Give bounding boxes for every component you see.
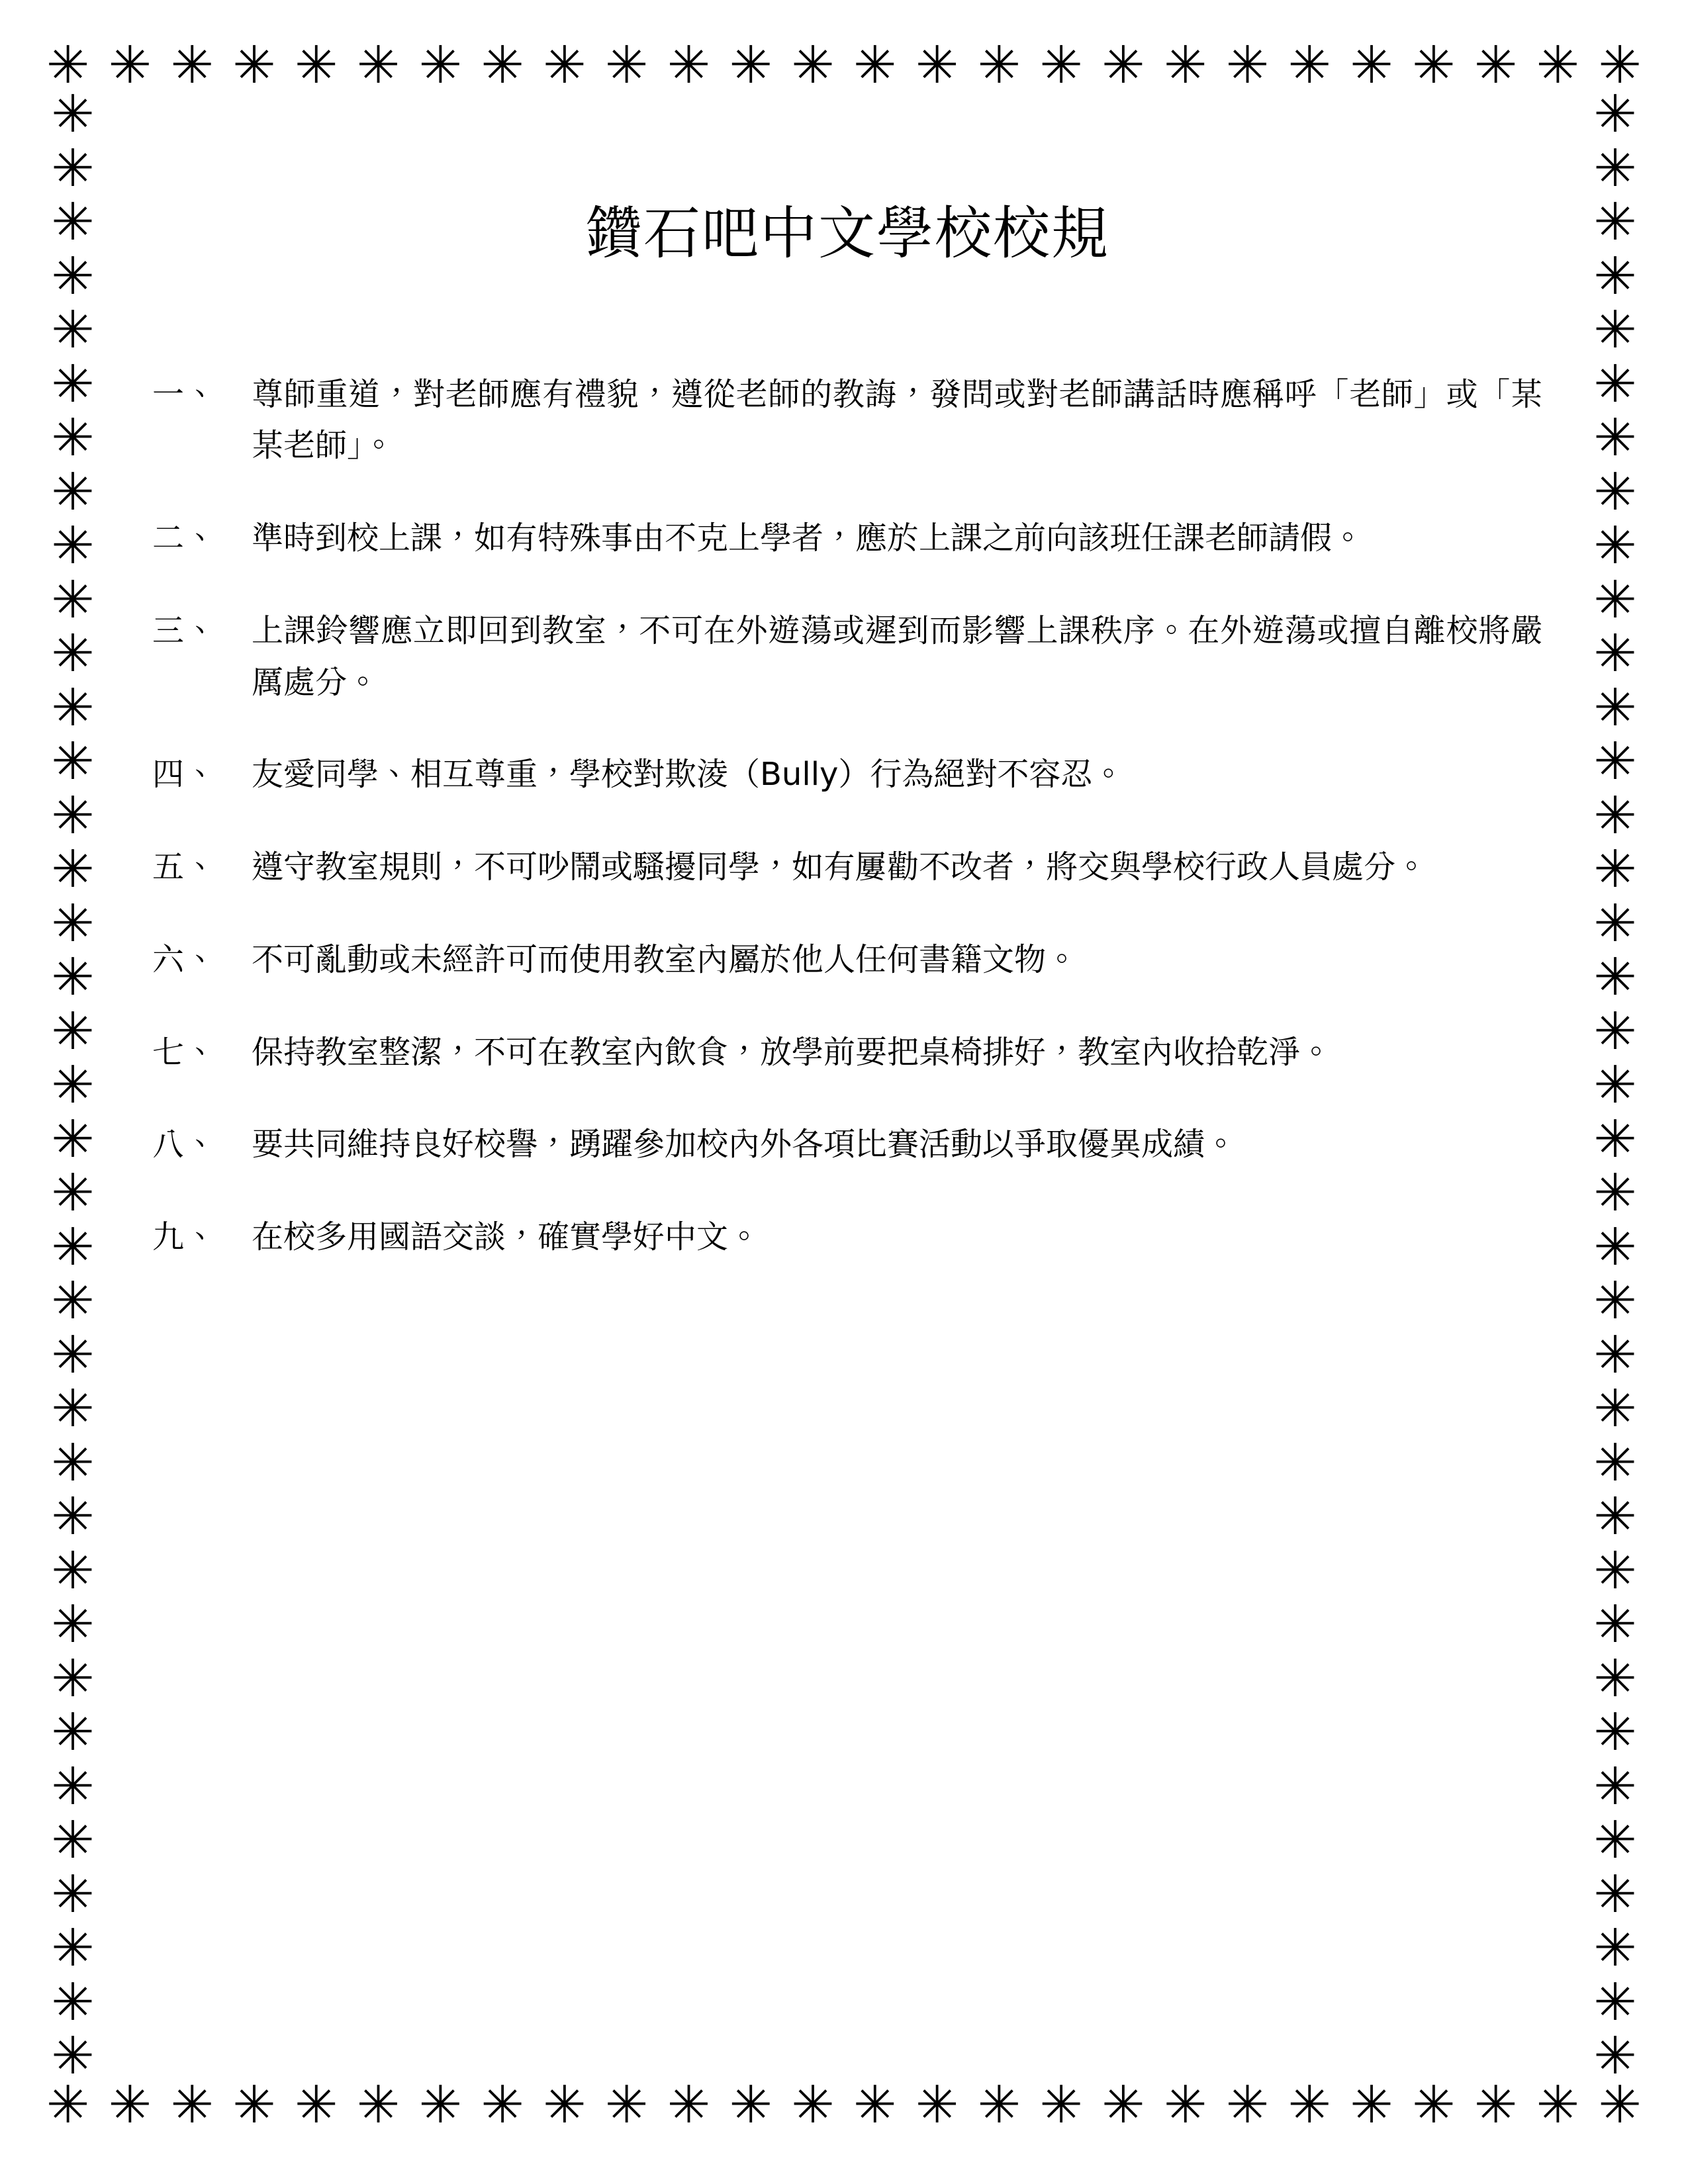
- flower-icon: ✳: [295, 2075, 338, 2135]
- flower-icon: ✳: [1593, 354, 1637, 414]
- flower-icon: ✳: [1102, 2075, 1145, 2135]
- border-row-bottom: [46, 2075, 1642, 2135]
- flower-icon: ✳: [1593, 1379, 1637, 1439]
- flower-icon: ✳: [1593, 1487, 1637, 1547]
- flower-icon: ✳: [356, 2075, 400, 2135]
- flower-icon: ✳: [1536, 2075, 1580, 2135]
- flower-icon: ✳: [481, 36, 524, 95]
- flower-icon: ✳: [51, 624, 95, 684]
- flower-icon: ✳: [543, 36, 586, 95]
- flower-icon: ✳: [1593, 1595, 1637, 1655]
- flower-icon: ✳: [108, 2075, 152, 2135]
- flower-icon: ✳: [170, 36, 214, 95]
- flower-icon: ✳: [1593, 893, 1637, 954]
- flower-icon: ✳: [1593, 1972, 1637, 2032]
- flower-icon: ✳: [51, 138, 95, 199]
- flower-icon: ✳: [232, 36, 276, 95]
- flower-icon: ✳: [51, 1433, 95, 1493]
- flower-icon: ✳: [51, 1001, 95, 1062]
- flower-icon: ✳: [51, 85, 95, 144]
- flower-icon: ✳: [1350, 36, 1393, 95]
- flower-icon: ✳: [356, 36, 400, 95]
- flower-icon: ✳: [51, 354, 95, 414]
- flower-icon: ✳: [51, 516, 95, 576]
- flower-icon: ✳: [1593, 678, 1637, 738]
- flower-icon: ✳: [1102, 36, 1145, 95]
- flower-icon: ✳: [1593, 408, 1637, 468]
- flower-icon: ✳: [977, 36, 1021, 95]
- flower-icon: ✳: [1593, 1649, 1637, 1709]
- flower-icon: ✳: [51, 1271, 95, 1331]
- flower-icon: ✳: [667, 2075, 711, 2135]
- rule-number: 七、: [152, 1033, 218, 1071]
- flower-icon: ✳: [51, 300, 95, 360]
- flower-icon: ✳: [108, 36, 152, 95]
- flower-icon: ✳: [977, 2075, 1021, 2135]
- rule-number: 九、: [152, 1218, 218, 1255]
- border-column-left: [46, 85, 99, 2086]
- flower-icon: ✳: [1474, 36, 1518, 95]
- flower-icon: ✳: [1164, 36, 1207, 95]
- flower-icon: ✳: [1593, 1325, 1637, 1385]
- flower-icon: ✳: [1593, 300, 1637, 360]
- flower-icon: ✳: [51, 732, 95, 792]
- flower-icon: ✳: [1350, 2075, 1393, 2135]
- flower-icon: ✳: [51, 1217, 95, 1277]
- flower-icon: ✳: [51, 408, 95, 468]
- flower-icon: ✳: [1225, 2075, 1270, 2135]
- flower-icon: ✳: [51, 1379, 95, 1439]
- flower-icon: ✳: [51, 1056, 95, 1115]
- flower-icon: ✳: [1593, 840, 1637, 899]
- flower-icon: ✳: [1593, 193, 1637, 252]
- rule-number: 三、: [152, 612, 218, 649]
- document-content: [152, 199, 1542, 1304]
- flower-icon: ✳: [1593, 1001, 1637, 1062]
- flower-icon: ✳: [51, 246, 95, 306]
- flower-icon: ✳: [1593, 1433, 1637, 1493]
- flower-icon: ✳: [1593, 1163, 1637, 1223]
- flower-icon: ✳: [51, 1703, 95, 1762]
- flower-icon: ✳: [1593, 246, 1637, 306]
- rule-number: 四、: [152, 756, 218, 794]
- flower-icon: ✳: [791, 2075, 835, 2135]
- page-title: 鑽石吧中文學校校規: [585, 201, 1109, 267]
- flower-icon: ✳: [543, 2075, 586, 2135]
- flower-icon: ✳: [915, 36, 959, 95]
- rule-item: [152, 749, 1542, 801]
- border-column-right: [1589, 85, 1642, 2086]
- flower-icon: ✳: [51, 948, 95, 1007]
- rule-item: [152, 842, 1542, 893]
- flower-icon: ✳: [51, 570, 95, 630]
- flower-icon: ✳: [1593, 1919, 1637, 1978]
- flower-icon: ✳: [46, 36, 90, 95]
- flower-icon: ✳: [853, 2075, 897, 2135]
- rule-number: 六、: [152, 940, 218, 978]
- rule-number: 八、: [152, 1126, 218, 1163]
- flower-icon: ✳: [51, 840, 95, 899]
- flower-icon: ✳: [51, 786, 95, 846]
- flower-icon: ✳: [1593, 2026, 1637, 2086]
- flower-icon: ✳: [51, 2026, 95, 2086]
- flower-icon: ✳: [1593, 786, 1637, 846]
- flower-icon: ✳: [481, 2075, 524, 2135]
- flower-icon: ✳: [51, 1756, 95, 1817]
- rule-number: 一、: [152, 375, 218, 413]
- flower-icon: ✳: [51, 1595, 95, 1655]
- flower-icon: ✳: [418, 2075, 463, 2135]
- flower-icon: ✳: [915, 2075, 959, 2135]
- rule-text: 遵守教室規則，不可吵鬧或騷擾同學，如有屢勸不改者，將交與學校行政人員處分。: [252, 848, 1428, 886]
- flower-icon: ✳: [1164, 2075, 1207, 2135]
- flower-icon: ✳: [51, 1487, 95, 1547]
- flower-icon: ✳: [1593, 1703, 1637, 1762]
- rules-list: [152, 369, 1542, 1263]
- rule-text: 保持教室整潔，不可在教室內飲食，放學前要把桌椅排好，教室內收拾乾淨。: [252, 1033, 1333, 1071]
- flower-icon: ✳: [1039, 2075, 1083, 2135]
- rule-text: 尊師重道，對老師應有禮貌，遵從老師的教誨，發問或對老師講話時應稱呼「老師」或「某某老師」。: [252, 375, 1542, 465]
- rule-item: [152, 1212, 1542, 1263]
- rule-item: [152, 1119, 1542, 1171]
- rule-text: 要共同維持良好校譽，踴躍參加校內外各項比賽活動以爭取優異成績。: [252, 1126, 1237, 1163]
- rule-text: 不可亂動或未經許可而使用教室內屬於他人任何書籍文物。: [252, 940, 1078, 978]
- rule-item: [152, 513, 1542, 565]
- rule-number: 二、: [152, 520, 218, 557]
- rule-text: 友愛同學、相互尊重，學校對欺淩（Bully）行為絕對不容忍。: [252, 756, 1125, 794]
- flower-icon: ✳: [1412, 2075, 1456, 2135]
- flower-icon: ✳: [1593, 1217, 1637, 1277]
- flower-icon: ✳: [51, 1325, 95, 1385]
- flower-icon: ✳: [51, 1811, 95, 1870]
- flower-icon: ✳: [51, 1919, 95, 1978]
- flower-icon: ✳: [51, 193, 95, 252]
- flower-icon: ✳: [1593, 85, 1637, 144]
- flower-icon: ✳: [853, 36, 897, 95]
- rule-item: [152, 606, 1542, 709]
- flower-icon: ✳: [1593, 1056, 1637, 1115]
- flower-icon: ✳: [1593, 1541, 1637, 1601]
- flower-icon: ✳: [51, 1649, 95, 1709]
- flower-icon: ✳: [729, 36, 773, 95]
- rule-text: 上課鈴響應立即回到教室，不可在外遊蕩或遲到而影響上課秩序。在外遊蕩或擅自離校將嚴厲處分。: [252, 612, 1542, 701]
- flower-icon: ✳: [46, 2075, 90, 2135]
- flower-icon: ✳: [1593, 624, 1637, 684]
- flower-icon: ✳: [1598, 36, 1642, 95]
- flower-icon: ✳: [418, 36, 463, 95]
- border-row-top: [46, 36, 1642, 95]
- flower-icon: ✳: [295, 36, 338, 95]
- rule-item: [152, 1027, 1542, 1079]
- flower-icon: ✳: [232, 2075, 276, 2135]
- flower-icon: ✳: [1593, 732, 1637, 792]
- flower-icon: ✳: [1288, 2075, 1331, 2135]
- flower-icon: ✳: [1593, 1811, 1637, 1870]
- rule-item: [152, 934, 1542, 986]
- flower-icon: ✳: [729, 2075, 773, 2135]
- flower-icon: ✳: [51, 678, 95, 738]
- flower-icon: ✳: [1474, 2075, 1518, 2135]
- flower-icon: ✳: [51, 1109, 95, 1169]
- flower-icon: ✳: [667, 36, 711, 95]
- rule-text: 在校多用國語交談，確實學好中文。: [252, 1218, 761, 1255]
- flower-icon: ✳: [1593, 138, 1637, 199]
- flower-icon: ✳: [791, 36, 835, 95]
- flower-icon: ✳: [1593, 948, 1637, 1007]
- flower-icon: ✳: [51, 1972, 95, 2032]
- flower-icon: ✳: [51, 1163, 95, 1223]
- flower-icon: ✳: [1412, 36, 1456, 95]
- flower-icon: ✳: [605, 36, 649, 95]
- flower-icon: ✳: [1288, 36, 1331, 95]
- flower-icon: ✳: [1225, 36, 1270, 95]
- flower-icon: ✳: [51, 893, 95, 954]
- flower-icon: ✳: [51, 1541, 95, 1601]
- flower-icon: ✳: [1593, 1864, 1637, 1925]
- flower-icon: ✳: [1039, 36, 1083, 95]
- flower-icon: ✳: [1593, 516, 1637, 576]
- rule-text: 準時到校上課，如有特殊事由不克上學者，應於上課之前向該班任課老師請假。: [252, 520, 1364, 557]
- rule-number: 五、: [152, 848, 218, 886]
- flower-icon: ✳: [1593, 1271, 1637, 1331]
- flower-icon: ✳: [1593, 570, 1637, 630]
- flower-icon: ✳: [605, 2075, 649, 2135]
- flower-icon: ✳: [1593, 1109, 1637, 1169]
- flower-icon: ✳: [1536, 36, 1580, 95]
- flower-icon: ✳: [1593, 462, 1637, 522]
- flower-icon: ✳: [51, 462, 95, 522]
- rule-item: [152, 369, 1542, 473]
- flower-icon: ✳: [1598, 2075, 1642, 2135]
- flower-icon: ✳: [1593, 1756, 1637, 1817]
- flower-icon: ✳: [51, 1864, 95, 1925]
- flower-icon: ✳: [170, 2075, 214, 2135]
